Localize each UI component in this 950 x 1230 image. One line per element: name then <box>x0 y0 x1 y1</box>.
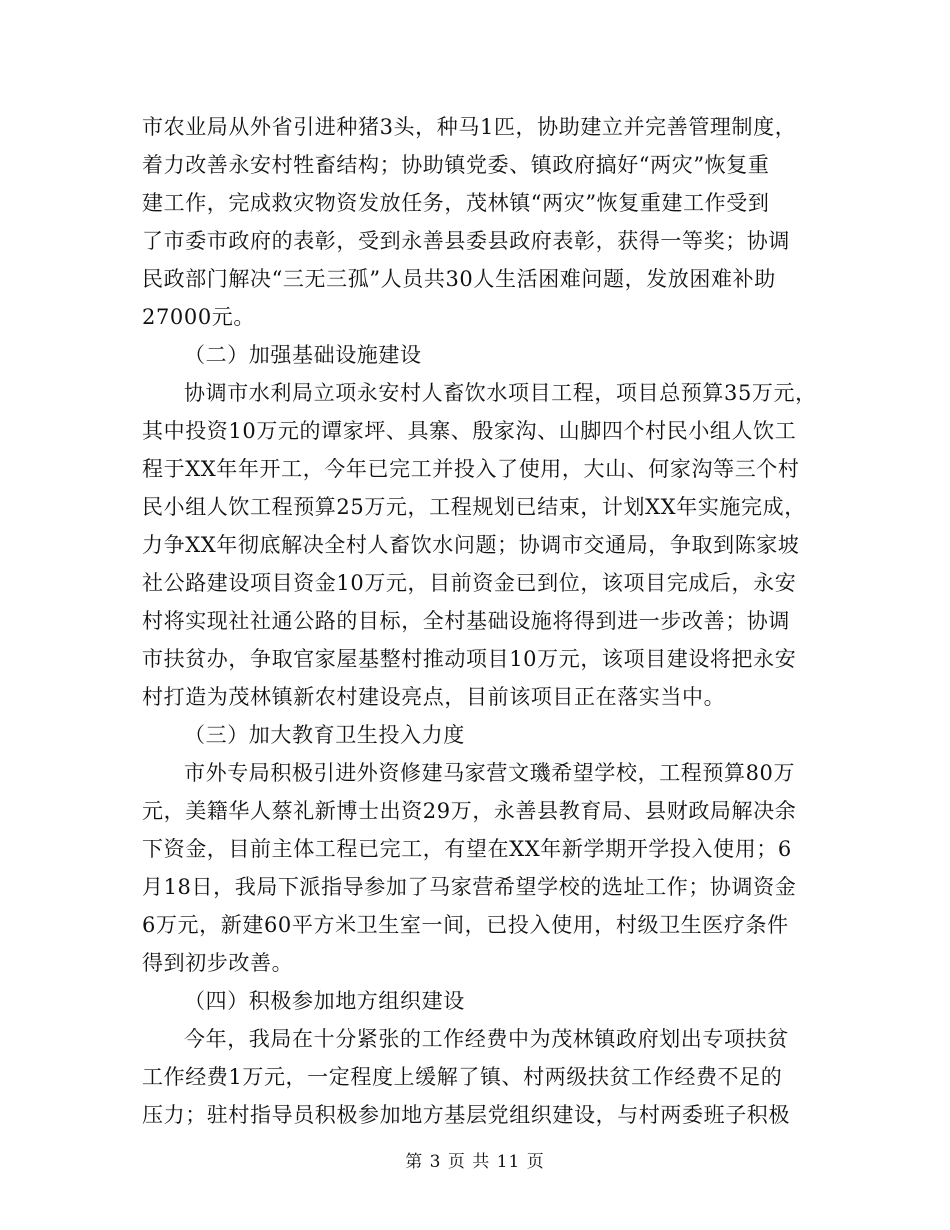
text-line: 建工作，完成救灾物资发放任务，茂林镇“两灾”恢复重建工作受到 <box>142 191 770 215</box>
section-heading: （四）积极参加地方组织建设 <box>184 989 465 1013</box>
text-line: 程于XX年年开工，今年已完工并投入了使用，大山、何家沟等三个村 <box>142 457 800 481</box>
text-line: 民政部门解决“三无三孤”人员共30人生活困难问题，发放困难补助 <box>142 267 776 291</box>
text-line: 27000元。 <box>142 305 256 329</box>
text-line: 了市委市政府的表彰，受到永善县委县政府表彰，获得一等奖；协调 <box>142 229 790 253</box>
text-line: 下资金，目前主体工程已完工，有望在XX年新学期开学投入使用；6 <box>142 837 792 861</box>
text-line: 力争XX年彻底解决全村人畜饮水问题；协调市交通局，争取到陈家坡 <box>142 533 800 557</box>
text-line: 社公路建设项目资金10万元，目前资金已到位，该项目完成后，永安 <box>142 571 797 595</box>
text-line: 其中投资10万元的谭家坪、具寨、殷家沟、山脚四个村民小组人饮工 <box>142 419 797 443</box>
page-footer: 第 3 页 共 11 页 <box>405 1152 545 1172</box>
text-line: 元，美籍华人蔡礼新博士出资29万，永善县教育局、县财政局解决余 <box>142 799 797 823</box>
text-line: 6万元，新建60平方米卫生室一间，已投入使用，村级卫生医疗条件 <box>142 913 789 937</box>
text-line: 村打造为茂林镇新农村建设亮点，目前该项目正在落实当中。 <box>142 685 726 709</box>
text-line: 压力；驻村指导员积极参加地方基层党组织建设，与村两委班子积极 <box>142 1103 790 1127</box>
text-line: 民小组人饮工程预算25万元，工程规划已结束，计划XX年实施完成， <box>142 495 806 519</box>
body-text <box>142 108 817 1134</box>
text-line: 工作经费1万元，一定程度上缓解了镇、村两级扶贫工作经费不足的 <box>142 1065 783 1089</box>
text-line: 市农业局从外省引进种猪3头，种马1匹，协助建立并完善管理制度， <box>142 115 797 139</box>
text-line: 月18日，我局下派指导参加了马家营希望学校的选址工作；协调资金 <box>142 875 797 899</box>
section-heading: （三）加大教育卫生投入力度 <box>184 723 465 747</box>
text-line: 今年，我局在十分紧张的工作经费中为茂林镇政府划出专项扶贫 <box>184 1027 789 1051</box>
text-line: 着力改善永安村牲畜结构；协助镇党委、镇政府搞好“两灾”恢复重 <box>142 153 770 177</box>
text-line: 村将实现社社通公路的目标，全村基础设施将得到进一步改善；协调 <box>142 609 790 633</box>
text-line: 协调市水利局立项永安村人畜饮水项目工程，项目总预算35万元， <box>184 381 817 405</box>
text-line: 市外专局积极引进外资修建马家营文璣希望学校，工程预算80万 <box>184 761 796 785</box>
text-line: 得到初步改善。 <box>142 951 294 975</box>
section-heading: （二）加强基础设施建设 <box>184 343 422 367</box>
text-line: 市扶贫办，争取官家屋基整村推动项目10万元，该项目建设将把永安 <box>142 647 797 671</box>
